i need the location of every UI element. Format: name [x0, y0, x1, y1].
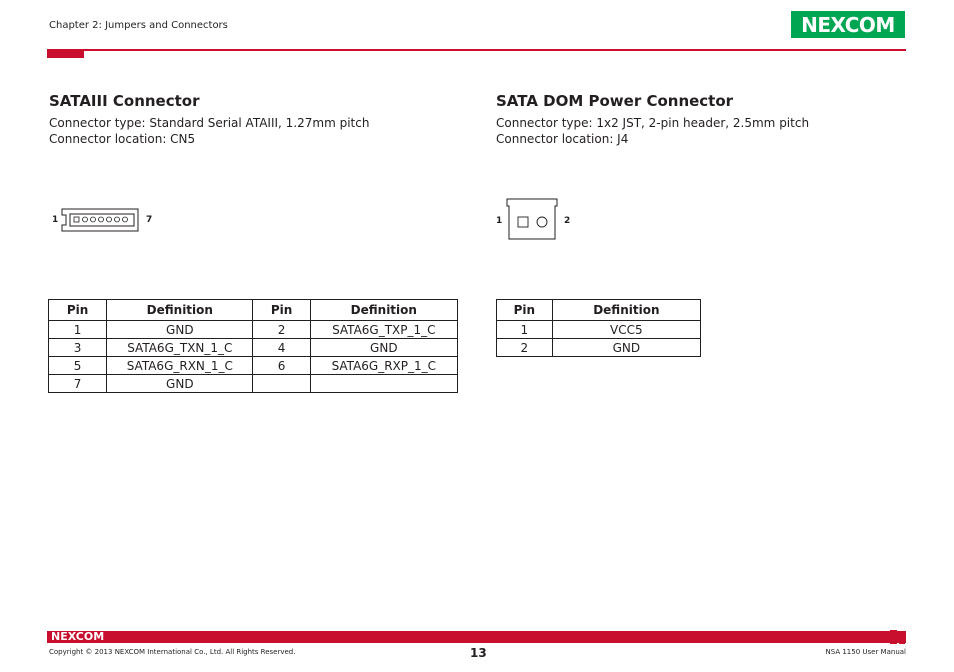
table-cell: 3 — [49, 339, 107, 357]
table-cell: VCC5 — [552, 321, 700, 339]
table-row — [49, 321, 458, 339]
table-cell: 7 — [49, 375, 107, 393]
nexcom-logo — [791, 11, 905, 38]
footer-band — [47, 631, 906, 643]
table-row — [497, 321, 701, 339]
header-pin: Pin — [253, 300, 310, 321]
table-row — [497, 339, 701, 357]
sata-dom-title: SATA DOM Power Connector — [496, 92, 734, 110]
header-definition: Definition — [310, 300, 457, 321]
table-cell — [253, 375, 310, 393]
sataiii-pin-table — [48, 299, 458, 393]
sataiii-connector-shape — [58, 205, 144, 235]
sata-dom-pin-left-label: 1 — [496, 216, 503, 226]
footer-square-accent — [890, 638, 897, 644]
copyright-text: Copyright © 2013 NEXCOM International Co., Ltd. All Rights Reserved. — [49, 648, 296, 656]
table-cell: SATA6G_RXP_1_C — [310, 357, 457, 375]
sataiii-pin-left-label: 1 — [52, 215, 59, 225]
header-pin: Pin — [49, 300, 107, 321]
table-cell: 5 — [49, 357, 107, 375]
sata-dom-pin-right-label: 2 — [564, 216, 571, 226]
table-cell: 1 — [49, 321, 107, 339]
table-header-row — [497, 300, 701, 321]
table-cell: GND — [107, 321, 253, 339]
table-cell: GND — [310, 339, 457, 357]
sataiii-connector-diagram — [50, 205, 160, 235]
sata-dom-connector-diagram — [494, 196, 584, 241]
logo-text: NEXCOM — [801, 12, 895, 37]
table-cell: SATA6G_TXP_1_C — [310, 321, 457, 339]
table-cell: 2 — [253, 321, 310, 339]
header-pin: Pin — [497, 300, 553, 321]
table-row — [49, 375, 458, 393]
header-rule-accent — [47, 49, 84, 58]
table-cell — [310, 375, 457, 393]
sata-dom-connector-shape — [504, 196, 560, 241]
header-definition: Definition — [552, 300, 700, 321]
table-cell: 6 — [253, 357, 310, 375]
footer-square-accent — [890, 630, 897, 637]
manual-title: NSA 1150 User Manual — [825, 648, 906, 656]
header-definition: Definition — [107, 300, 253, 321]
sata-dom-pin-table — [496, 299, 701, 357]
table-cell: SATA6G_RXN_1_C — [107, 357, 253, 375]
page-number: 13 — [470, 646, 487, 660]
table-header-row — [49, 300, 458, 321]
chapter-title: Chapter 2: Jumpers and Connectors — [49, 20, 228, 31]
footer-logo: NEXCOM — [51, 630, 105, 643]
table-cell: 2 — [497, 339, 553, 357]
table-cell: 1 — [497, 321, 553, 339]
table-cell: GND — [107, 375, 253, 393]
sataiii-title: SATAIII Connector — [49, 92, 200, 110]
sataiii-type: Connector type: Standard Serial ATAIII, 1.27mm pitch — [49, 116, 370, 130]
header-rule — [47, 49, 906, 51]
sataiii-pin-right-label: 7 — [146, 215, 153, 225]
table-cell: SATA6G_TXN_1_C — [107, 339, 253, 357]
table-cell: GND — [552, 339, 700, 357]
table-row — [49, 357, 458, 375]
table-cell: 4 — [253, 339, 310, 357]
sata-dom-location: Connector location: J4 — [496, 132, 629, 146]
footer-square-accent — [899, 638, 905, 644]
sataiii-location: Connector location: CN5 — [49, 132, 196, 146]
sata-dom-type: Connector type: 1x2 JST, 2-pin header, 2.5mm pitch — [496, 116, 810, 130]
table-row — [49, 339, 458, 357]
